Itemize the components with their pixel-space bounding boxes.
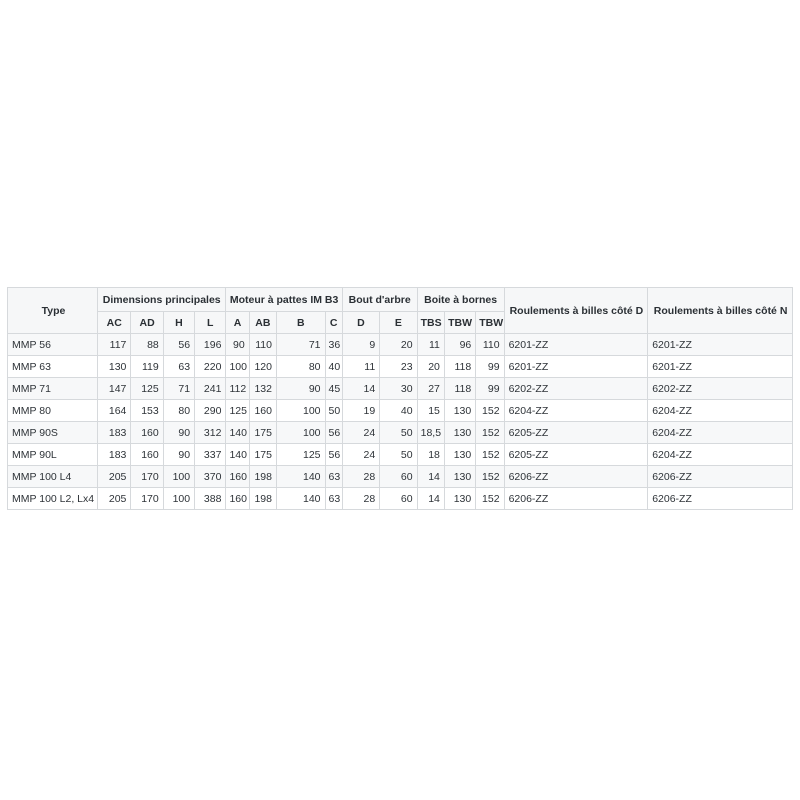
group-header-foot-motor: Moteur à pattes IM B3 [226,288,342,312]
dimension-cell: 45 [325,378,342,400]
motor-type-cell: MMP 56 [8,334,98,356]
dimension-cell: 100 [276,422,325,444]
dimension-cell: 198 [249,466,276,488]
dimension-cell: 370 [195,466,226,488]
table-row [8,400,793,422]
dimension-cell: 100 [163,466,194,488]
dimension-cell: 164 [98,400,131,422]
motor-type-cell: MMP 71 [8,378,98,400]
dimension-cell: 90 [163,422,194,444]
dimension-cell: 100 [163,488,194,510]
table-row [8,334,793,356]
dimension-cell: 160 [249,400,276,422]
dimension-cell: 160 [131,444,163,466]
dimension-cell: 99 [476,356,504,378]
dimension-cell: 14 [417,488,444,510]
dimension-cell: 71 [163,378,194,400]
dimension-cell: 24 [342,422,379,444]
motor-type-cell: MMP 90S [8,422,98,444]
table-row [8,488,793,510]
dimension-cell: 388 [195,488,226,510]
dimension-cell: 60 [380,488,417,510]
dimension-cell: 20 [417,356,444,378]
dimension-cell: 118 [444,378,475,400]
table-body [8,334,793,510]
dimension-cell: 152 [476,422,504,444]
column-header-h: H [163,312,194,334]
dimension-cell: 90 [226,334,249,356]
bearing-cell: 6201-ZZ [648,334,793,356]
dimension-cell: 110 [249,334,276,356]
dimension-cell: 90 [163,444,194,466]
dimension-cell: 15 [417,400,444,422]
dimension-cell: 18 [417,444,444,466]
dimension-cell: 36 [325,334,342,356]
column-header-d: D [342,312,379,334]
dimension-cell: 11 [342,356,379,378]
table-row [8,422,793,444]
bearing-cell: 6201-ZZ [504,356,648,378]
dimension-cell: 153 [131,400,163,422]
dimension-cell: 99 [476,378,504,400]
dimension-cell: 50 [380,422,417,444]
dimension-cell: 28 [342,488,379,510]
bearing-cell: 6206-ZZ [648,466,793,488]
bearing-cell: 6204-ZZ [504,400,648,422]
dimension-cell: 63 [163,356,194,378]
motor-type-cell: MMP 90L [8,444,98,466]
bearing-cell: 6202-ZZ [504,378,648,400]
dimension-cell: 140 [226,422,249,444]
dimension-cell: 118 [444,356,475,378]
table-row [8,378,793,400]
column-header-tbw: TBW [444,312,475,334]
column-header-ab: AB [249,312,276,334]
motor-type-cell: MMP 63 [8,356,98,378]
dimension-cell: 40 [380,400,417,422]
column-header-tbs: TBS [417,312,444,334]
header-group-row [8,288,793,312]
dimension-cell: 170 [131,488,163,510]
dimension-cell: 18,5 [417,422,444,444]
bearing-cell: 6204-ZZ [648,400,793,422]
dimension-cell: 20 [380,334,417,356]
dimension-cell: 120 [249,356,276,378]
dimension-cell: 130 [444,400,475,422]
dimension-cell: 337 [195,444,226,466]
dimension-cell: 132 [249,378,276,400]
dimension-cell: 9 [342,334,379,356]
dimension-cell: 140 [276,488,325,510]
table-row [8,444,793,466]
dimension-cell: 80 [163,400,194,422]
bearing-cell: 6202-ZZ [648,378,793,400]
column-header-l: L [195,312,226,334]
dimension-cell: 14 [417,466,444,488]
group-header-terminal-box: Boite à bornes [417,288,504,312]
column-header-c: C [325,312,342,334]
dimension-cell: 160 [131,422,163,444]
dimension-cell: 170 [131,466,163,488]
table-row [8,466,793,488]
dimension-cell: 30 [380,378,417,400]
dimension-cell: 71 [276,334,325,356]
dimension-cell: 63 [325,488,342,510]
dimension-cell: 205 [98,466,131,488]
dimension-cell: 290 [195,400,226,422]
dimension-cell: 125 [131,378,163,400]
dimension-cell: 110 [476,334,504,356]
dimension-cell: 56 [325,444,342,466]
dimension-cell: 241 [195,378,226,400]
motor-dimensions-table [7,287,793,510]
dimension-cell: 130 [444,422,475,444]
dimension-cell: 160 [226,466,249,488]
bearing-cell: 6205-ZZ [504,422,648,444]
bearing-cell: 6201-ZZ [648,356,793,378]
group-header-main-dimensions: Dimensions principales [98,288,226,312]
column-header-b: B [276,312,325,334]
dimension-cell: 125 [226,400,249,422]
column-header-tbw: TBW [476,312,504,334]
dimension-cell: 160 [226,488,249,510]
dimension-cell: 130 [444,488,475,510]
dimension-cell: 56 [325,422,342,444]
dimension-cell: 63 [325,466,342,488]
bearing-cell: 6204-ZZ [648,444,793,466]
dimension-cell: 112 [226,378,249,400]
dimension-cell: 100 [226,356,249,378]
bearing-cell: 6205-ZZ [504,444,648,466]
dimension-cell: 56 [163,334,194,356]
dimension-cell: 27 [417,378,444,400]
dimension-cell: 196 [195,334,226,356]
type-header: Type [8,288,98,334]
dimension-cell: 205 [98,488,131,510]
bearing-cell: 6206-ZZ [648,488,793,510]
dimension-cell: 50 [380,444,417,466]
bearing-cell: 6201-ZZ [504,334,648,356]
dimension-cell: 28 [342,466,379,488]
bearing-n-header: Roulements à billes côté N [648,288,793,334]
group-header-shaft-end: Bout d'arbre [342,288,417,312]
dimension-cell: 152 [476,444,504,466]
dimension-cell: 50 [325,400,342,422]
dimension-cell: 23 [380,356,417,378]
dimension-cell: 175 [249,422,276,444]
column-header-ac: AC [98,312,131,334]
motor-type-cell: MMP 80 [8,400,98,422]
dimension-cell: 14 [342,378,379,400]
dimension-cell: 130 [98,356,131,378]
dimension-cell: 152 [476,466,504,488]
dimension-cell: 183 [98,422,131,444]
motor-type-cell: MMP 100 L2, Lx4 [8,488,98,510]
bearing-d-header: Roulements à billes côté D [504,288,648,334]
dimension-cell: 125 [276,444,325,466]
dimension-cell: 312 [195,422,226,444]
table-row [8,356,793,378]
dimension-cell: 117 [98,334,131,356]
dimension-cell: 183 [98,444,131,466]
dimension-cell: 152 [476,400,504,422]
motor-type-cell: MMP 100 L4 [8,466,98,488]
dimension-cell: 220 [195,356,226,378]
dimension-cell: 88 [131,334,163,356]
bearing-cell: 6204-ZZ [648,422,793,444]
dimension-cell: 130 [444,466,475,488]
column-header-e: E [380,312,417,334]
bearing-cell: 6206-ZZ [504,488,648,510]
column-header-ad: AD [131,312,163,334]
dimension-cell: 198 [249,488,276,510]
dimension-cell: 152 [476,488,504,510]
dimension-cell: 140 [226,444,249,466]
dimension-cell: 19 [342,400,379,422]
column-header-a: A [226,312,249,334]
dimension-cell: 96 [444,334,475,356]
dimension-cell: 140 [276,466,325,488]
dimension-cell: 119 [131,356,163,378]
bearing-cell: 6206-ZZ [504,466,648,488]
dimension-cell: 175 [249,444,276,466]
dimension-cell: 90 [276,378,325,400]
dimension-cell: 130 [444,444,475,466]
dimension-cell: 24 [342,444,379,466]
dimension-cell: 80 [276,356,325,378]
dimension-cell: 60 [380,466,417,488]
dimension-cell: 11 [417,334,444,356]
dimension-cell: 40 [325,356,342,378]
dimension-cell: 147 [98,378,131,400]
dimension-cell: 100 [276,400,325,422]
